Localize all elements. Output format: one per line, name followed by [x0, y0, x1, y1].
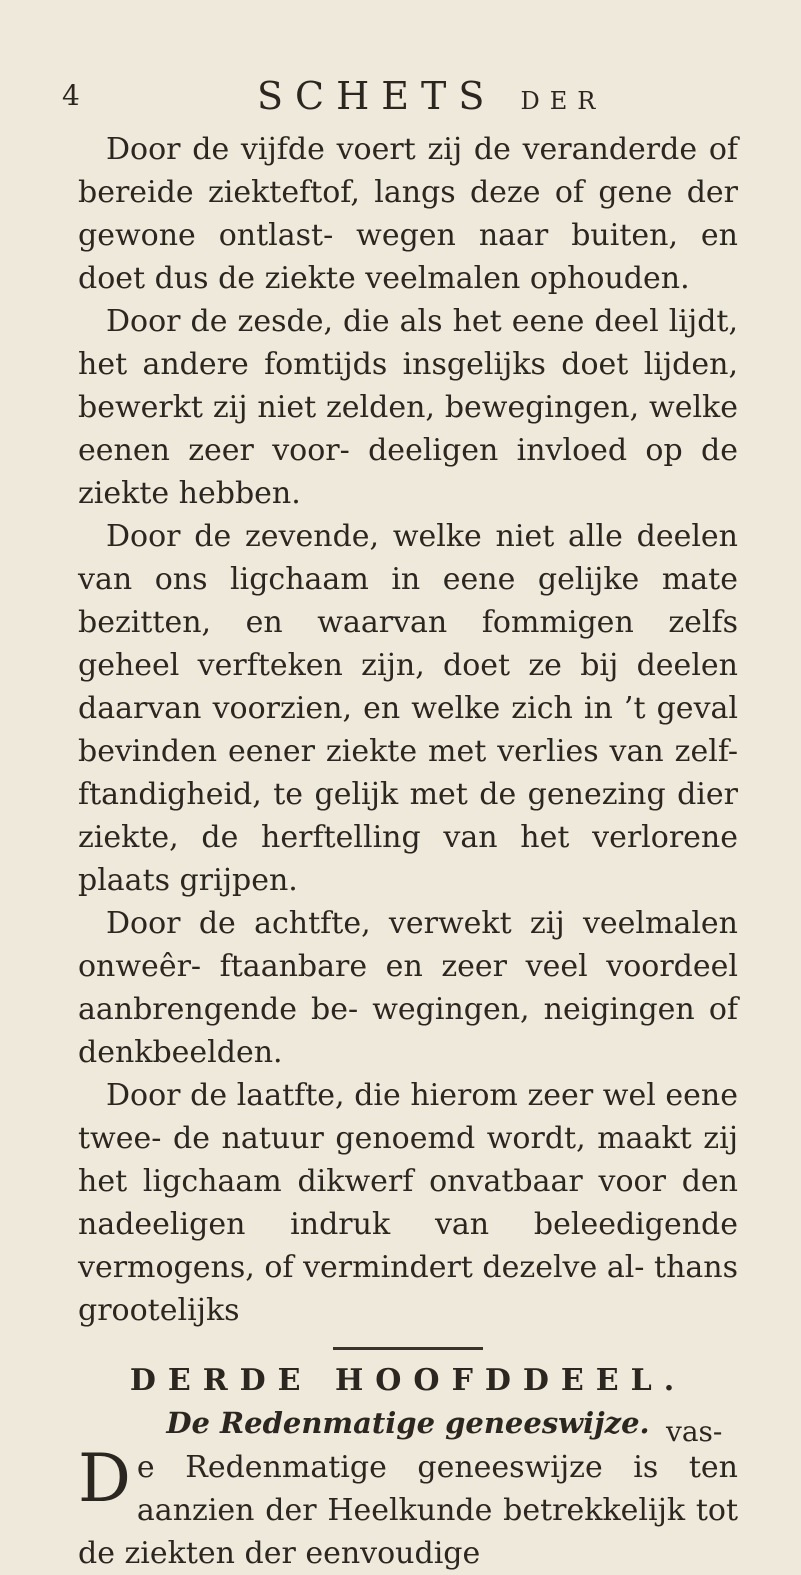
section-heading: DERDE HOOFDDEEL. — [129, 1363, 687, 1398]
section-first-paragraph-text: e Redenmatige geneeswijze is ten aanzien der Heelkunde betrekkelijk tot de ziekten der eenvoudige — [78, 1450, 738, 1571]
running-title-main: SCHETS — [257, 74, 497, 118]
paragraph-achtste: Door de achtfte, verwekt zij veelmalen onweêr- ftaanbare en zeer veel voordeel aanbrengende be- wegingen, neigingen of denkbeelden. — [78, 906, 738, 1070]
paragraph-zesde: Door de zesde, die als het eene deel lijdt, het andere fomtijds insgelijks doet lijden, bewerkt zij niet zelden, bewegingen, welke eenen zeer voor- deeligen invloed op de ziekte hebben. — [78, 304, 738, 511]
section-divider — [333, 1347, 483, 1350]
catchword: vas- — [666, 1415, 723, 1448]
paragraph-zevende: Door de zevende, welke niet alle deelen van ons ligchaam in eene gelijke mate bezitten, en waarvan fommigen zelfs geheel verfteken zijn, doet ze bij deelen daarvan voorzien, en welke zich in ’t geval bevinden eener ziekte met verlies van zelf- ftandigheid, te gelijk met de genezing dier ziekte, de herftelling van het verlorene plaats grijpen. — [78, 519, 738, 898]
section-first-paragraph — [78, 1440, 738, 1575]
running-title-small: DER — [520, 87, 606, 115]
section-subtitle: De Redenmatige geneeswijze. — [166, 1406, 650, 1440]
drop-cap: D — [78, 1440, 131, 1517]
page-number: 4 — [62, 79, 80, 112]
text-block — [78, 128, 738, 1575]
paragraph-laatste: Door de laatfte, die hierom zeer wel eene twee- de natuur genoemd wordt, maakt zij het ligchaam dikwerf onvatbaar voor den nadeeligen indruk van beleedigende vermogens, of vermindert dezelve al- thans grootelijks — [78, 1078, 738, 1328]
running-title — [257, 76, 605, 121]
paragraph-vijfde: Door de vijfde voert zij de veranderde of bereide ziekteftof, langs deze of gene der gewone ontlast- wegen naar buiten, en doet dus de ziekte veelmalen ophouden. — [78, 132, 738, 296]
running-head — [62, 76, 739, 116]
